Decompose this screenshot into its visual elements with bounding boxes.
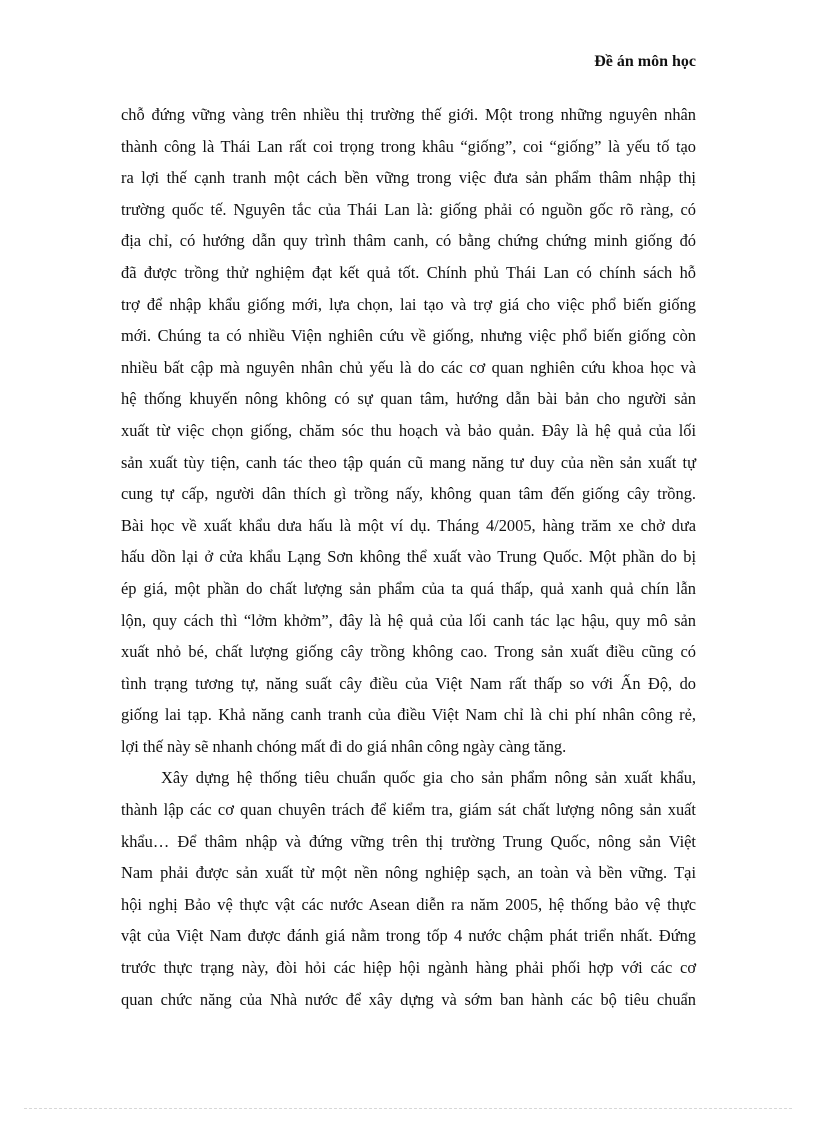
text-line: trợ để nhập khẩu giống mới, lựa chọn, lai tạo và trợ giá cho việc phổ biến giống (121, 294, 696, 314)
text-line: hấu dồn lại ở cửa khẩu Lạng Sơn không thể xuất vào Trung Quốc. Một phần do bị (121, 547, 696, 567)
text-line: hội nghị Bảo vệ thực vật các nước Asean diễn ra năm 2005, hệ thống bảo vệ thực (121, 894, 696, 914)
text-line: nhiều bất cập mà nguyên nhân chủ yếu là do các cơ quan nghiên cứu khoa học và (121, 357, 696, 377)
page-bottom-divider (24, 1108, 792, 1109)
text-line: ép giá, một phần do chất lượng sản phẩm của ta quá thấp, quả xanh quả chín lẫn (121, 578, 696, 598)
text-line: xuất từ việc chọn giống, chăm sóc thu hoạch và bảo quản. Đây là hệ quả của lối (121, 420, 696, 440)
text-line: ra lợi thế cạnh tranh một cách bền vững trong việc đưa sản phẩm thâm nhập thị (121, 168, 696, 188)
text-line: quan chức năng của Nhà nước để xây dựng và sớm ban hành các bộ tiêu chuẩn (121, 989, 696, 1009)
text-line: Nam phải được sản xuất từ một nền nông nghiệp sạch, an toàn và bền vững. Tại (121, 863, 696, 883)
text-line: sản xuất tùy tiện, canh tác theo tập quán cũ mang năng tư duy của nền sản xuất tự (121, 452, 696, 472)
page-header-title: Đề án môn học (594, 53, 696, 70)
text-line: trường quốc tế. Nguyên tắc của Thái Lan là: giống phải có nguồn gốc rõ ràng, có (121, 199, 696, 219)
text-line: địa chỉ, có hướng dẫn quy trình thâm canh, có bằng chứng chứng minh giống đó (121, 231, 696, 251)
paragraph-1 (121, 103, 696, 766)
text-line: Bài học về xuất khẩu dưa hấu là một ví dụ. Tháng 4/2005, hàng trăm xe chở dưa (121, 515, 696, 535)
text-line: mới. Chúng ta có nhiều Viện nghiên cứu về giống, nhưng việc phổ biến giống còn (121, 326, 696, 346)
text-line: thành công là Thái Lan rất coi trọng trong khâu “giống”, coi “giống” là yếu tố tạo (121, 136, 696, 156)
text-line: Xây dựng hệ thống tiêu chuẩn quốc gia cho sản phẩm nông sản xuất khẩu, (161, 768, 696, 788)
text-line: lợi thế này sẽ nhanh chóng mất đi do giá nhân công ngày càng tăng. (121, 736, 567, 756)
text-line: giống lai tạp. Khả năng canh tranh của điều Việt Nam chỉ là chi phí nhân công rẻ, (121, 705, 696, 725)
text-line: vật của Việt Nam được đánh giá nằm trong tốp 4 nước chậm phát triển nhất. Đứng (121, 926, 696, 946)
text-line: lộn, quy cách thì “lởm khởm”, đây là hệ quả của lối canh tác lạc hậu, quy mô sản (121, 610, 696, 630)
paragraph-2 (121, 766, 696, 1019)
text-line: trước thực trạng này, đòi hỏi các hiệp hội ngành hàng phải phối hợp với các cơ (121, 958, 696, 978)
text-line: thành lập các cơ quan chuyên trách để kiểm tra, giám sát chất lượng nông sản xuất (121, 800, 696, 820)
text-line: đã được trồng thử nghiệm đạt kết quả tốt. Chính phủ Thái Lan có chính sách hỗ (121, 262, 696, 282)
text-line: xuất nhỏ bé, chất lượng giống cây trồng không cao. Trong sản xuất điều cũng có (121, 642, 696, 662)
text-line: tình trạng tương tự, năng suất cây điều của Việt Nam rất thấp so với Ấn Độ, do (121, 673, 696, 693)
text-line: chỗ đứng vững vàng trên nhiều thị trường thế giới. Một trong những nguyên nhân (121, 105, 696, 124)
text-line: hệ thống khuyến nông không có sự quan tâm, hướng dẫn bài bản cho người sản (121, 389, 696, 409)
document-body (121, 103, 696, 1019)
text-line: cung tự cấp, người dân thích gì trồng nấy, không quan tâm đến giống cây trồng. (121, 484, 696, 504)
text-line: khẩu… Để thâm nhập và đứng vững trên thị trường Trung Quốc, nông sản Việt (121, 831, 696, 851)
